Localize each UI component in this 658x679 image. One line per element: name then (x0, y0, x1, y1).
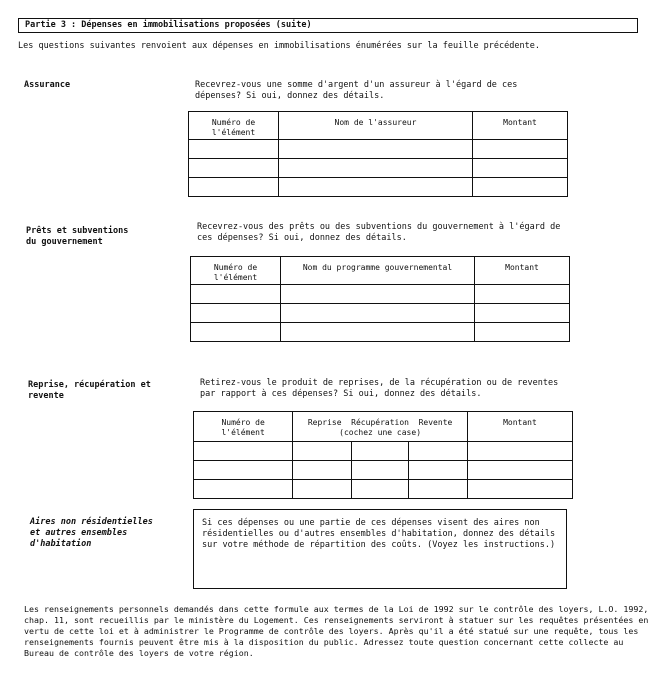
col-item-number: Numéro de l'élément (189, 112, 279, 140)
nonresidential-note: Si ces dépenses ou une partie de ces dépenses visent des aires non résidentielles ou d'autres ensembles d'habitation, donnez des détails sur votre méthode de répartition des coûts. (Voyez les instructions.) (202, 518, 556, 550)
col-item-number: Numéro de l'élément (191, 257, 281, 285)
cell-input[interactable] (191, 285, 281, 304)
grants-label: Prêts et subventions du gouvernement (26, 226, 129, 247)
cell-input[interactable] (467, 480, 572, 499)
checkbox-recuperation[interactable] (352, 442, 409, 461)
checkbox-recuperation[interactable] (352, 480, 409, 499)
cell-input[interactable] (191, 323, 281, 342)
cell-input[interactable] (467, 461, 572, 480)
col-program-name: Nom du programme gouvernemental (281, 257, 475, 285)
recovery-label: Reprise, récupération et revente (28, 380, 151, 401)
cell-input[interactable] (189, 159, 279, 178)
cell-input[interactable] (279, 140, 473, 159)
privacy-notice: Les renseignements personnels demandés dans cette formule aux termes de la Loi de 1992 sur le contrôle des loyers, L.O. 1992, chap. 11, sont recueillis par le ministère du Logement. Ces renseignements serviront à statuer sur les requêtes présentées en vertu de cette loi et à administrer le Programme de contrôle des loyers. Après qu'il a été statué sur une requête, tous les renseignements fournis peuvent être mis à la disposition du public. Adressez toute question concernant cette collecte au Bureau de contrôle des loyers de votre région. (24, 604, 649, 658)
recovery-table (193, 411, 573, 499)
cell-input[interactable] (189, 178, 279, 197)
checkbox-reprise[interactable] (293, 461, 352, 480)
cell-input[interactable] (191, 304, 281, 323)
col-amount: Montant (473, 112, 568, 140)
checkbox-reprise[interactable] (293, 442, 352, 461)
checkbox-revente[interactable] (409, 480, 468, 499)
intro-text: Les questions suivantes renvoient aux dépenses en immobilisations énumérées sur la feuille précédente. (18, 41, 540, 51)
cell-input[interactable] (279, 178, 473, 197)
cell-input[interactable] (281, 285, 475, 304)
grants-question: Recevrez-vous des prêts ou des subventions du gouvernement à l'égard de ces dépenses? Si oui, donnez des détails. (197, 222, 561, 243)
checkbox-revente[interactable] (409, 442, 468, 461)
insurance-question: Recevrez-vous une somme d'argent d'un assureur à l'égard de ces dépenses? Si oui, donnez des détails. (195, 80, 518, 101)
insurance-label: Assurance (24, 80, 71, 90)
section-header-box (18, 18, 638, 33)
section-header: Partie 3 : Dépenses en immobilisations proposées (suite) (25, 20, 312, 30)
col-recovery-type: Reprise Récupération Revente (cochez une case) (293, 412, 468, 442)
col-amount: Montant (467, 412, 572, 442)
grants-table (190, 256, 570, 342)
cell-input[interactable] (194, 480, 293, 499)
cell-input[interactable] (473, 159, 568, 178)
cell-input[interactable] (281, 323, 475, 342)
cell-input[interactable] (475, 304, 570, 323)
cell-input[interactable] (279, 159, 473, 178)
recovery-question: Retirez-vous le produit de reprises, de la récupération ou de reventes par rapport à ces dépenses? Si oui, donnez des détails. (200, 378, 559, 399)
col-amount: Montant (475, 257, 570, 285)
checkbox-reprise[interactable] (293, 480, 352, 499)
nonresidential-details-box[interactable] (193, 509, 567, 589)
cell-input[interactable] (194, 442, 293, 461)
cell-input[interactable] (473, 178, 568, 197)
cell-input[interactable] (281, 304, 475, 323)
cell-input[interactable] (194, 461, 293, 480)
nonresidential-label: Aires non résidentielles et autres ensembles d'habitation (30, 517, 153, 549)
col-item-number: Numéro de l'élément (194, 412, 293, 442)
col-insurer-name: Nom de l'assureur (279, 112, 473, 140)
checkbox-revente[interactable] (409, 461, 468, 480)
cell-input[interactable] (189, 140, 279, 159)
insurance-table (188, 111, 568, 197)
checkbox-recuperation[interactable] (352, 461, 409, 480)
cell-input[interactable] (467, 442, 572, 461)
cell-input[interactable] (475, 323, 570, 342)
cell-input[interactable] (475, 285, 570, 304)
cell-input[interactable] (473, 140, 568, 159)
